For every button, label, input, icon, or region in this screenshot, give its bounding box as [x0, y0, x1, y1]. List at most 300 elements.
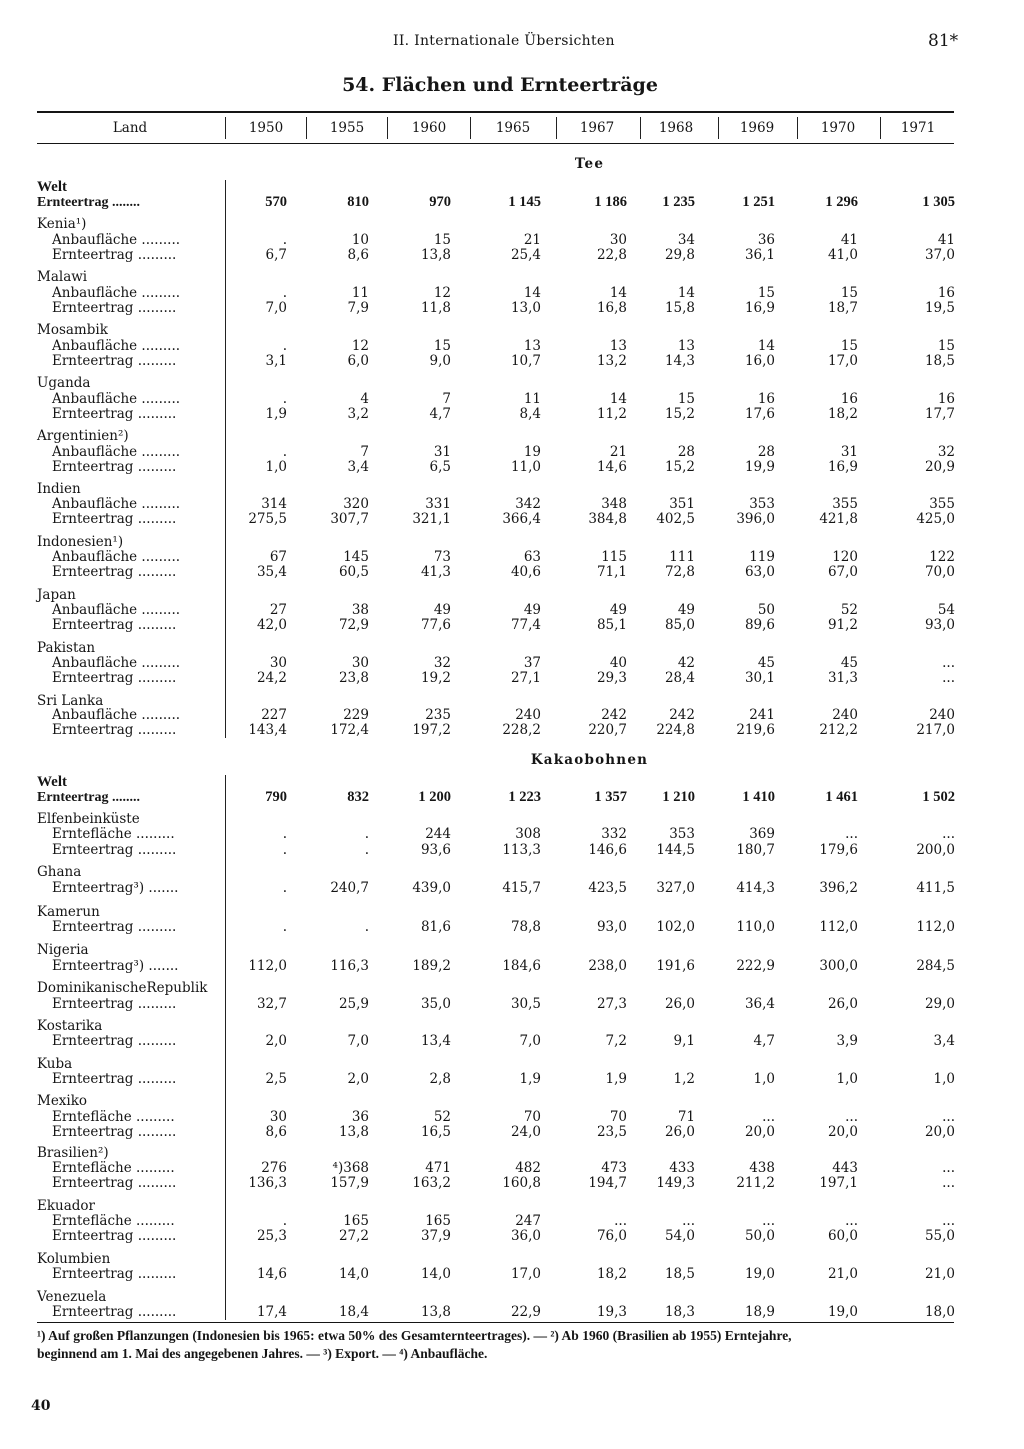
table-cell: 70: [609, 1109, 627, 1125]
table-cell: 22,8: [596, 247, 627, 263]
column-header-year: 1955: [329, 120, 365, 136]
row-label: Ernteertrag .........: [52, 1175, 177, 1191]
table-cell: 15,8: [664, 300, 695, 316]
table-cell: 63,0: [744, 564, 775, 580]
row-label: Ernteertrag .........: [52, 617, 177, 633]
table-cell: 6,7: [265, 247, 287, 263]
header-column-separator: [556, 117, 557, 139]
table-cell: 3,4: [347, 459, 369, 475]
table-cell: 235: [425, 707, 451, 723]
table-cell: 13,0: [510, 300, 541, 316]
table-cell: 41: [937, 232, 955, 248]
table-cell: 1 296: [825, 194, 858, 210]
table-cell: 42,0: [256, 617, 287, 633]
table-cell: 217,0: [916, 722, 955, 738]
table-cell: 240: [515, 707, 541, 723]
header-bottom-rule: [37, 143, 954, 144]
table-cell: 21: [523, 232, 541, 248]
table-cell: 14: [677, 285, 695, 301]
table-cell: 85,0: [664, 617, 695, 633]
table-cell: 443: [832, 1160, 858, 1176]
table-cell: ...: [942, 826, 955, 842]
table-cell: 275,5: [248, 511, 287, 527]
table-cell: 227: [261, 707, 287, 723]
table-cell: 17,0: [827, 353, 858, 369]
table-cell: 1 186: [594, 194, 627, 210]
running-head: II. Internationale Übersichten: [393, 33, 615, 49]
column-header-year: 1970: [820, 120, 856, 136]
row-label: Ernteertrag .........: [52, 670, 177, 686]
table-cell: 1 410: [742, 789, 775, 805]
table-cell: 414,3: [736, 880, 775, 896]
table-cell: 76,0: [596, 1228, 627, 1244]
header-column-separator: [797, 117, 798, 139]
table-cell: 9,0: [429, 353, 451, 369]
table-cell: 30: [269, 655, 287, 671]
table-cell: 473: [601, 1160, 627, 1176]
table-cell: 19,3: [596, 1304, 627, 1320]
table-cell: 112,0: [248, 958, 287, 974]
table-cell: 179,6: [819, 842, 858, 858]
column-header-year: 1960: [411, 120, 447, 136]
table-cell: 396,0: [736, 511, 775, 527]
table-cell: 1 461: [825, 789, 858, 805]
table-cell: 110,0: [736, 919, 775, 935]
table-cell: 93,0: [596, 919, 627, 935]
table-cell: 144,5: [656, 842, 695, 858]
country-name: Mexiko: [37, 1093, 88, 1109]
table-cell: 421,8: [819, 511, 858, 527]
country-name: Kostarika: [37, 1018, 103, 1034]
table-cell: 149,3: [656, 1175, 695, 1191]
table-cell: 482: [515, 1160, 541, 1176]
table-cell: 197,1: [819, 1175, 858, 1191]
table-cell: 37,9: [420, 1228, 451, 1244]
table-cell: 1 223: [508, 789, 541, 805]
table-cell: 402,5: [656, 511, 695, 527]
table-cell: 63: [523, 549, 541, 565]
table-cell: 16,9: [827, 459, 858, 475]
table-cell: 300,0: [819, 958, 858, 974]
row-label: Ernteertrag .........: [52, 996, 177, 1012]
table-cell: 212,2: [819, 722, 858, 738]
table-cell: 14,6: [596, 459, 627, 475]
table-cell: .: [282, 919, 287, 935]
table-cell: 29,3: [596, 670, 627, 686]
country-name: Kuba: [37, 1056, 73, 1072]
table-cell: 240: [832, 707, 858, 723]
table-cell: 415,7: [502, 880, 541, 896]
table-cell: 180,7: [736, 842, 775, 858]
table-cell: 163,2: [412, 1175, 451, 1191]
table-cell: 238,0: [588, 958, 627, 974]
table-cell: 13,4: [420, 1033, 451, 1049]
table-cell: 19,0: [744, 1266, 775, 1282]
column-header-year: 1971: [900, 120, 936, 136]
table-cell: 42: [677, 655, 695, 671]
table-cell: 1,0: [933, 1071, 955, 1087]
table-cell: 71: [677, 1109, 695, 1125]
table-cell: 36,1: [744, 247, 775, 263]
country-name: Brasilien²): [37, 1145, 109, 1161]
table-cell: 40: [609, 655, 627, 671]
table-cell: 112,0: [819, 919, 858, 935]
table-cell: 3,1: [265, 353, 287, 369]
table-cell: 11: [523, 391, 541, 407]
table-cell: 6,5: [429, 459, 451, 475]
table-title: 54. Flächen und Ernteerträge: [342, 74, 658, 96]
table-cell: 332: [601, 826, 627, 842]
table-cell: 111: [669, 549, 695, 565]
table-cell: 18,3: [664, 1304, 695, 1320]
table-cell: 3,4: [933, 1033, 955, 1049]
table-cell: 60,5: [338, 564, 369, 580]
row-label: Ernteertrag³) .......: [52, 958, 179, 974]
section-title: Kakaobohnen: [530, 752, 649, 768]
table-cell: 25,4: [510, 247, 541, 263]
table-cell: 37: [523, 655, 541, 671]
table-cell: .: [364, 826, 369, 842]
bottom-page-number: 40: [31, 1398, 51, 1414]
table-cell: 384,8: [588, 511, 627, 527]
table-cell: .: [282, 285, 287, 301]
table-cell: 9,1: [673, 1033, 695, 1049]
table-cell: 244: [425, 826, 451, 842]
header-column-separator: [387, 117, 388, 139]
table-cell: 12: [433, 285, 451, 301]
table-cell: 15: [840, 338, 858, 354]
column-header-land: Land: [112, 120, 148, 136]
row-label: Anbaufläche .........: [52, 391, 181, 407]
table-cell: 12: [351, 338, 369, 354]
table-cell: 438: [749, 1160, 775, 1176]
table-cell: 38: [351, 602, 369, 618]
table-cell: 2,0: [347, 1071, 369, 1087]
row-label: Ernteertrag .........: [52, 1071, 177, 1087]
row-label: Ernteertrag .........: [52, 1033, 177, 1049]
table-cell: 14: [757, 338, 775, 354]
table-cell: 81,6: [420, 919, 451, 935]
table-cell: 242: [601, 707, 627, 723]
table-cell: 41: [840, 232, 858, 248]
table-cell: 4,7: [429, 406, 451, 422]
table-cell: 160,8: [502, 1175, 541, 1191]
table-cell: 439,0: [412, 880, 451, 896]
table-cell: 276: [261, 1160, 287, 1176]
table-cell: 423,5: [588, 880, 627, 896]
table-cell: 1 305: [922, 194, 955, 210]
table-cell: 22,9: [510, 1304, 541, 1320]
table-cell: 7: [360, 444, 369, 460]
table-cell: 355: [929, 496, 955, 512]
table-cell: 14,0: [420, 1266, 451, 1282]
table-cell: 34: [677, 232, 695, 248]
table-cell: 17,4: [256, 1304, 287, 1320]
row-label: Ernteertrag .........: [52, 722, 177, 738]
table-cell: 30: [609, 232, 627, 248]
table-cell: ...: [942, 1175, 955, 1191]
table-cell: 1,2: [673, 1071, 695, 1087]
table-cell: .: [364, 842, 369, 858]
table-cell: 27,1: [510, 670, 541, 686]
table-cell: 24,2: [256, 670, 287, 686]
table-cell: 49: [523, 602, 541, 618]
table-cell: 17,6: [744, 406, 775, 422]
table-cell: 1 502: [922, 789, 955, 805]
row-label: Anbaufläche .........: [52, 602, 181, 618]
table-cell: 32: [433, 655, 451, 671]
table-cell: 240: [929, 707, 955, 723]
table-cell: 30,5: [510, 996, 541, 1012]
table-cell: 396,2: [819, 880, 858, 896]
table-cell: 355: [832, 496, 858, 512]
table-cell: 54: [937, 602, 955, 618]
table-cell: 136,3: [248, 1175, 287, 1191]
table-cell: 11,0: [510, 459, 541, 475]
table-cell: 37,0: [924, 247, 955, 263]
table-cell: 13,2: [596, 353, 627, 369]
table-cell: 3,9: [836, 1033, 858, 1049]
table-cell: 220,7: [588, 722, 627, 738]
table-cell: 32,7: [256, 996, 287, 1012]
table-cell: 18,7: [827, 300, 858, 316]
table-cell: 321,1: [412, 511, 451, 527]
table-cell: 4,7: [753, 1033, 775, 1049]
table-cell: 10: [351, 232, 369, 248]
country-name: Kamerun: [37, 904, 100, 920]
table-cell: ...: [942, 1109, 955, 1125]
table-cell: 353: [669, 826, 695, 842]
table-cell: 15: [433, 338, 451, 354]
table-cell: 14: [523, 285, 541, 301]
country-name: Ghana: [37, 864, 82, 880]
table-cell: 146,6: [588, 842, 627, 858]
table-cell: 23,5: [596, 1124, 627, 1140]
table-cell: 112,0: [916, 919, 955, 935]
table-cell: 29,8: [664, 247, 695, 263]
table-cell: 10,7: [510, 353, 541, 369]
header-column-separator: [470, 117, 471, 139]
table-cell: 165: [425, 1213, 451, 1229]
country-name: Mosambik: [37, 322, 108, 338]
country-name: DominikanischeRepublik: [37, 980, 208, 996]
table-cell: 18,5: [924, 353, 955, 369]
table-cell: 7: [442, 391, 451, 407]
table-cell: 115: [601, 549, 627, 565]
row-label: Erntefläche .........: [52, 1213, 175, 1229]
table-cell: 15: [937, 338, 955, 354]
country-name: Malawi: [37, 269, 88, 285]
table-cell: 72,8: [664, 564, 695, 580]
table-cell: ...: [614, 1213, 627, 1229]
table-cell: 26,0: [827, 996, 858, 1012]
table-bottom-rule: [37, 1322, 954, 1323]
table-cell: 8,4: [519, 406, 541, 422]
table-cell: 11: [351, 285, 369, 301]
country-name: Nigeria: [37, 942, 89, 958]
row-label: Ernteertrag .........: [52, 300, 177, 316]
table-cell: 77,4: [510, 617, 541, 633]
table-cell: 425,0: [916, 511, 955, 527]
table-cell: 55,0: [924, 1228, 955, 1244]
table-cell: .: [282, 826, 287, 842]
column-header-year: 1968: [658, 120, 694, 136]
row-label: Ernteertrag .........: [52, 511, 177, 527]
table-cell: ...: [942, 1213, 955, 1229]
table-cell: 189,2: [412, 958, 451, 974]
table-cell: ...: [942, 655, 955, 671]
section-title: Tee: [574, 156, 605, 172]
table-cell: 13,8: [338, 1124, 369, 1140]
table-cell: 19,9: [744, 459, 775, 475]
table-cell: 18,4: [338, 1304, 369, 1320]
table-cell: 18,2: [827, 406, 858, 422]
table-cell: 224,8: [656, 722, 695, 738]
table-cell: 120: [832, 549, 858, 565]
table-cell: 27,2: [338, 1228, 369, 1244]
country-name: Kolumbien: [37, 1251, 111, 1267]
table-cell: .: [282, 338, 287, 354]
table-cell: 7,0: [519, 1033, 541, 1049]
table-cell: 26,0: [664, 996, 695, 1012]
table-cell: 52: [840, 602, 858, 618]
table-cell: 200,0: [916, 842, 955, 858]
row-label: Ernteertrag ........: [37, 790, 141, 805]
table-cell: 17,7: [924, 406, 955, 422]
table-cell: 191,6: [656, 958, 695, 974]
row-label: Ernteertrag ........: [37, 195, 141, 210]
table-cell: 72,9: [338, 617, 369, 633]
table-cell: .: [282, 232, 287, 248]
row-label: Ernteertrag .........: [52, 459, 177, 475]
table-cell: 832: [347, 789, 369, 805]
table-cell: ...: [762, 1213, 775, 1229]
table-cell: 71,1: [596, 564, 627, 580]
table-cell: 67: [269, 549, 287, 565]
table-cell: 18,0: [924, 1304, 955, 1320]
table-cell: 60,0: [827, 1228, 858, 1244]
table-cell: 184,6: [502, 958, 541, 974]
table-cell: 172,4: [330, 722, 369, 738]
table-cell: 13,8: [420, 1304, 451, 1320]
row-label: Ernteertrag .........: [52, 919, 177, 935]
table-cell: 13: [677, 338, 695, 354]
table-cell: 222,9: [736, 958, 775, 974]
table-cell: 1,0: [265, 459, 287, 475]
table-cell: 810: [347, 194, 369, 210]
table-cell: 314: [261, 496, 287, 512]
row-label: Anbaufläche .........: [52, 338, 181, 354]
table-cell: 1,0: [753, 1071, 775, 1087]
row-label: Ernteertrag .........: [52, 247, 177, 263]
table-cell: 45: [757, 655, 775, 671]
column-header-year: 1967: [579, 120, 615, 136]
table-cell: 1,9: [605, 1071, 627, 1087]
table-cell: 145: [343, 549, 369, 565]
row-label: Ernteertrag .........: [52, 564, 177, 580]
table-cell: 19,0: [827, 1304, 858, 1320]
table-cell: .: [282, 1213, 287, 1229]
table-cell: .: [282, 391, 287, 407]
table-cell: 70,0: [924, 564, 955, 580]
table-cell: 93,6: [420, 842, 451, 858]
row-label: Anbaufläche .........: [52, 655, 181, 671]
table-cell: 2,5: [265, 1071, 287, 1087]
table-cell: 165: [343, 1213, 369, 1229]
row-label: Ernteertrag .........: [52, 842, 177, 858]
table-cell: 1,9: [265, 406, 287, 422]
table-cell: ⁴)368: [332, 1160, 369, 1176]
table-cell: .: [282, 444, 287, 460]
country-name: Uganda: [37, 375, 91, 391]
table-cell: 331: [425, 496, 451, 512]
row-label: Erntefläche .........: [52, 1160, 175, 1176]
table-cell: ...: [942, 670, 955, 686]
table-cell: 89,6: [744, 617, 775, 633]
row-label: Ernteertrag .........: [52, 1124, 177, 1140]
table-cell: 16: [840, 391, 858, 407]
footnote-line-2: beginnend am 1. Mai des angegebenen Jahres. — ³) Export. — ⁴) Anbaufläche.: [37, 1346, 488, 1361]
table-cell: 327,0: [656, 880, 695, 896]
country-name: Japan: [37, 587, 76, 603]
table-cell: 36,4: [744, 996, 775, 1012]
table-cell: 16,5: [420, 1124, 451, 1140]
table-cell: 18,2: [596, 1266, 627, 1282]
table-cell: 15,2: [664, 406, 695, 422]
table-cell: 1 357: [594, 789, 627, 805]
country-name: Pakistan: [37, 640, 96, 656]
table-cell: 45: [840, 655, 858, 671]
row-label: Erntefläche .........: [52, 826, 175, 842]
table-cell: 35,4: [256, 564, 287, 580]
table-cell: 19,2: [420, 670, 451, 686]
table-cell: 23,8: [338, 670, 369, 686]
row-label: Ernteertrag .........: [52, 1304, 177, 1320]
table-cell: 14,0: [338, 1266, 369, 1282]
footnote-line-1: ¹) Auf großen Pflanzungen (Indonesien bis 1965: etwa 50% des Gesamternteertrages). — ²) Ab 1960 (Brasilien ab 1955) Erntejahre,: [37, 1328, 792, 1343]
table-cell: .: [282, 842, 287, 858]
table-cell: 284,5: [916, 958, 955, 974]
table-cell: 1 145: [508, 194, 541, 210]
country-name: Welt: [37, 774, 67, 790]
table-cell: 31: [433, 444, 451, 460]
table-cell: 366,4: [502, 511, 541, 527]
row-label: Ernteertrag .........: [52, 353, 177, 369]
table-cell: 30: [269, 1109, 287, 1125]
table-cell: 41,0: [827, 247, 858, 263]
table-cell: 970: [429, 194, 451, 210]
table-cell: 31: [840, 444, 858, 460]
table-cell: 7,0: [265, 300, 287, 316]
table-cell: ...: [845, 826, 858, 842]
table-cell: 78,8: [510, 919, 541, 935]
table-cell: 25,3: [256, 1228, 287, 1244]
table-cell: 18,5: [664, 1266, 695, 1282]
table-cell: 122: [929, 549, 955, 565]
table-cell: 36: [351, 1109, 369, 1125]
table-cell: 14,6: [256, 1266, 287, 1282]
table-cell: 27,3: [596, 996, 627, 1012]
table-cell: 52: [433, 1109, 451, 1125]
table-cell: 320: [343, 496, 369, 512]
page-number: 81*: [928, 31, 959, 51]
table-cell: ...: [845, 1213, 858, 1229]
table-cell: 16: [937, 391, 955, 407]
table-cell: 31,3: [827, 670, 858, 686]
row-label: Ernteertrag .........: [52, 406, 177, 422]
table-cell: 16,8: [596, 300, 627, 316]
column-header-year: 1965: [495, 120, 531, 136]
